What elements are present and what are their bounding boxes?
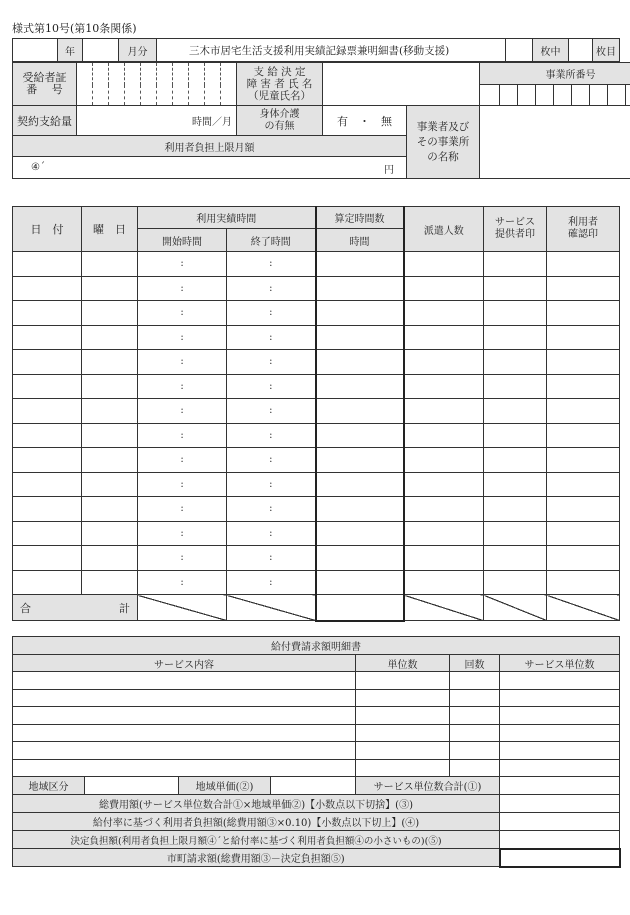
recipient-no-digit[interactable] [157,63,173,106]
staff-count-input[interactable] [404,276,484,301]
total-label: 合 計 [13,595,138,621]
start-time-input[interactable]: : [138,448,227,473]
calc-hours-input[interactable] [316,497,404,522]
col-weekday: 曜 日 [82,207,138,252]
calc-hours-input[interactable] [316,325,404,350]
area-unit-price-label: 地域単価(②) [179,777,271,795]
col-calc-hours: 算定時間数 [316,207,404,229]
billing-row [13,707,620,725]
provider-seal-input[interactable] [484,570,547,595]
user-seal-input[interactable] [547,546,620,571]
end-time-input[interactable]: : [227,276,316,301]
end-time-input[interactable]: : [227,374,316,399]
units-input[interactable] [356,689,450,707]
office-no-digit[interactable] [536,85,554,106]
office-no-digit[interactable] [590,85,608,106]
staff-count-input[interactable] [404,252,484,277]
records-table [12,206,620,622]
total-cost-input[interactable] [500,795,620,813]
calc-hours-input[interactable] [316,374,404,399]
col-count: 回数 [450,655,500,672]
record-row [13,472,620,497]
header-row [12,38,620,62]
service-content-input[interactable] [13,742,356,760]
weekday-input[interactable] [82,252,138,277]
contract-hours-input[interactable] [77,106,237,136]
date-input[interactable] [13,521,82,546]
provider-label: 事業者及び その事業所 の名称 [407,106,480,179]
recipient-no-label: 受給者証 番 号 [13,63,77,106]
provider-seal-input[interactable] [484,325,547,350]
billing-row [13,759,620,777]
weekday-input[interactable] [82,374,138,399]
record-row [13,570,620,595]
provider-seal-input[interactable] [484,374,547,399]
start-time-input[interactable]: : [138,325,227,350]
user-seal-input[interactable] [547,521,620,546]
form-number: 様式第10号(第10条関係) [12,22,137,35]
total-units-input[interactable] [500,777,620,795]
recipient-no-digit[interactable] [93,63,109,106]
record-row [13,399,620,424]
calc-hours-input[interactable] [316,301,404,326]
end-time-input[interactable]: : [227,521,316,546]
calc-hours-input[interactable] [316,472,404,497]
date-input[interactable] [13,399,82,424]
staff-count-input[interactable] [404,325,484,350]
count-input[interactable] [450,759,500,777]
limit-label: 利用者負担上限月額 [13,136,407,157]
limit-amount-input[interactable] [13,157,407,179]
start-time-input[interactable]: : [138,472,227,497]
city-claim-input[interactable] [500,849,620,867]
col-end-time: 終了時間 [227,229,316,252]
date-input[interactable] [13,276,82,301]
date-input[interactable] [13,423,82,448]
start-time-input[interactable]: : [138,301,227,326]
office-no-digit[interactable] [480,85,500,106]
date-input[interactable] [13,350,82,375]
record-row [13,350,620,375]
contract-amount-label: 契約支給量 [13,106,77,136]
record-row [13,325,620,350]
office-no-label: 事業所番号 [480,63,630,85]
weekday-input[interactable] [82,325,138,350]
units-input[interactable] [356,707,450,725]
recipient-no-digit[interactable] [205,63,221,106]
staff-count-input[interactable] [404,374,484,399]
record-row [13,374,620,399]
sheet-no-label: 枚目 [593,39,620,62]
provider-seal-input[interactable] [484,521,547,546]
billing-title: 給付費請求額明細書 [13,637,620,655]
month-label: 月分 [119,39,157,62]
col-actual-time: 利用実績時間 [138,207,316,229]
total-hours-input[interactable] [316,595,404,621]
start-time-input[interactable]: : [138,374,227,399]
weekday-input[interactable] [82,448,138,473]
provider-seal-input[interactable] [484,472,547,497]
service-units-input[interactable] [500,759,620,777]
weekday-input[interactable] [82,472,138,497]
service-content-input[interactable] [13,724,356,742]
total-user-slashed [547,595,620,621]
end-time-input[interactable]: : [227,497,316,522]
staff-count-input[interactable] [404,497,484,522]
user-burden-label: 給付率に基づく利用者負担額(総費用額③×0.10)【小数点以下切上】(④) [13,813,500,831]
count-input[interactable] [450,724,500,742]
form-title: 三木市居宅生活支援利用実績記録票兼明細書(移動支援) [157,39,506,62]
office-no-digit[interactable] [608,85,626,106]
office-no-digit[interactable] [518,85,536,106]
end-time-input[interactable]: : [227,448,316,473]
end-time-input[interactable]: : [227,325,316,350]
billing-table [12,636,621,868]
record-row [13,301,620,326]
recipient-no-digit[interactable] [173,63,189,106]
sheets-label: 枚中 [533,39,569,62]
area-unit-price-input[interactable] [271,777,356,795]
units-input[interactable] [356,742,450,760]
sheet-no-input[interactable] [569,39,593,62]
user-seal-input[interactable] [547,399,620,424]
start-time-input[interactable]: : [138,276,227,301]
end-time-input[interactable]: : [227,570,316,595]
service-units-input[interactable] [500,707,620,725]
year-label: 年 [58,39,83,62]
hours-unit: 時間／月 [192,117,232,128]
limit-mark: ④´ [31,162,45,173]
start-time-input[interactable]: : [138,399,227,424]
count-input[interactable] [450,689,500,707]
user-seal-input[interactable] [547,301,620,326]
recipient-no-digit[interactable] [109,63,125,106]
staff-count-input[interactable] [404,570,484,595]
staff-count-input[interactable] [404,448,484,473]
col-start-time: 開始時間 [138,229,227,252]
user-seal-input[interactable] [547,497,620,522]
record-row [13,546,620,571]
billing-row [13,689,620,707]
record-row [13,252,620,277]
calc-hours-input[interactable] [316,423,404,448]
start-time-input[interactable]: : [138,521,227,546]
weekday-input[interactable] [82,521,138,546]
col-provider-seal: サービス 提供者印 [484,207,547,252]
record-row [13,521,620,546]
count-input[interactable] [450,672,500,690]
col-service-units: サービス単位数 [500,655,620,672]
weekday-input[interactable] [82,350,138,375]
staff-count-input[interactable] [404,521,484,546]
weekday-input[interactable] [82,399,138,424]
provider-seal-input[interactable] [484,350,547,375]
units-input[interactable] [356,672,450,690]
total-staff-slashed [404,595,484,621]
decided-name-input[interactable] [323,63,480,106]
date-input[interactable] [13,570,82,595]
weekday-input[interactable] [82,276,138,301]
record-row [13,423,620,448]
start-time-input[interactable]: : [138,423,227,448]
provider-seal-input[interactable] [484,423,547,448]
service-units-input[interactable] [500,672,620,690]
service-units-input[interactable] [500,742,620,760]
count-input[interactable] [450,742,500,760]
start-time-input[interactable]: : [138,350,227,375]
billing-row [13,742,620,760]
weekday-input[interactable] [82,570,138,595]
user-seal-input[interactable] [547,374,620,399]
weekday-input[interactable] [82,497,138,522]
office-no-digit[interactable] [626,85,630,106]
area-input[interactable] [85,777,179,795]
date-input[interactable] [13,325,82,350]
service-content-input[interactable] [13,707,356,725]
date-input[interactable] [13,546,82,571]
physical-care-label: 身体介護 の有無 [237,106,323,136]
recipient-no-digit[interactable] [189,63,205,106]
office-no-digit[interactable] [572,85,590,106]
calc-hours-input[interactable] [316,448,404,473]
start-time-input[interactable]: : [138,546,227,571]
recipient-no-digit[interactable] [77,63,93,106]
calc-hours-input[interactable] [316,399,404,424]
total-cost-label: 総費用額(サービス単位数合計①×地域単価②)【小数点以下切捨】(③) [13,795,500,813]
provider-seal-input[interactable] [484,301,547,326]
total-sheets-input[interactable] [506,39,533,62]
office-no-digit[interactable] [554,85,572,106]
col-staff-count: 派遣人数 [404,207,484,252]
provider-name-input[interactable] [480,106,630,179]
yen-label: 円 [384,165,394,176]
end-time-input[interactable]: : [227,546,316,571]
decided-burden-label: 決定負担額(利用者負担上限月額④´と給付率に基づく利用者負担額④の小さいもの)(⑤) [13,831,500,849]
total-start-slashed [138,595,227,621]
provider-seal-input[interactable] [484,448,547,473]
date-input[interactable] [13,252,82,277]
end-time-input[interactable]: : [227,252,316,277]
service-content-input[interactable] [13,759,356,777]
calc-hours-input[interactable] [316,252,404,277]
provider-seal-input[interactable] [484,546,547,571]
staff-count-input[interactable] [404,472,484,497]
col-user-seal: 利用者 確認印 [547,207,620,252]
calc-hours-input[interactable] [316,521,404,546]
record-row [13,497,620,522]
office-no-digit[interactable] [500,85,518,106]
staff-count-input[interactable] [404,399,484,424]
physical-care-choice[interactable]: 有 ・ 無 [323,106,407,136]
date-input[interactable] [13,301,82,326]
staff-count-input[interactable] [404,350,484,375]
date-input[interactable] [13,497,82,522]
weekday-input[interactable] [82,301,138,326]
service-content-input[interactable] [13,672,356,690]
service-content-input[interactable] [13,689,356,707]
end-time-input[interactable]: : [227,423,316,448]
user-seal-input[interactable] [547,472,620,497]
recipient-no-digit[interactable] [221,63,237,106]
year-input[interactable] [13,39,58,62]
provider-seal-input[interactable] [484,276,547,301]
col-hours: 時間 [316,229,404,252]
recipient-block [12,62,630,179]
area-label: 地域区分 [13,777,85,795]
start-time-input[interactable]: : [138,252,227,277]
city-claim-label: 市町請求額(総費用額③－決定負担額⑤) [13,849,500,867]
user-seal-input[interactable] [547,570,620,595]
staff-count-input[interactable] [404,301,484,326]
weekday-input[interactable] [82,546,138,571]
date-input[interactable] [13,448,82,473]
end-time-input[interactable]: : [227,399,316,424]
calc-hours-input[interactable] [316,350,404,375]
total-provider-slashed [484,595,547,621]
decided-burden-input[interactable] [500,831,620,849]
weekday-input[interactable] [82,423,138,448]
col-service-content: サービス内容 [13,655,356,672]
date-input[interactable] [13,374,82,399]
user-seal-input[interactable] [547,325,620,350]
service-units-input[interactable] [500,724,620,742]
user-seal-input[interactable] [547,448,620,473]
calc-hours-input[interactable] [316,276,404,301]
date-input[interactable] [13,472,82,497]
billing-row [13,724,620,742]
end-time-input[interactable]: : [227,472,316,497]
start-time-input[interactable]: : [138,497,227,522]
provider-seal-input[interactable] [484,497,547,522]
record-row [13,276,620,301]
user-seal-input[interactable] [547,350,620,375]
service-units-input[interactable] [500,689,620,707]
user-seal-input[interactable] [547,276,620,301]
calc-hours-input[interactable] [316,546,404,571]
staff-count-input[interactable] [404,546,484,571]
col-date: 日 付 [13,207,82,252]
end-time-input[interactable]: : [227,350,316,375]
record-row [13,448,620,473]
provider-seal-input[interactable] [484,252,547,277]
provider-seal-input[interactable] [484,399,547,424]
count-input[interactable] [450,707,500,725]
col-units: 単位数 [356,655,450,672]
user-seal-input[interactable] [547,252,620,277]
decided-name-label: 支 給 決 定 障 害 者 氏 名 （児童氏名） [237,63,323,106]
month-input[interactable] [83,39,119,62]
units-input[interactable] [356,724,450,742]
start-time-input[interactable]: : [138,570,227,595]
billing-row [13,672,620,690]
recipient-no-digit[interactable] [125,63,141,106]
user-seal-input[interactable] [547,423,620,448]
calc-hours-input[interactable] [316,570,404,595]
user-burden-input[interactable] [500,813,620,831]
end-time-input[interactable]: : [227,301,316,326]
recipient-no-digit[interactable] [141,63,157,106]
staff-count-input[interactable] [404,423,484,448]
total-units-label: サービス単位数合計(①) [356,777,500,795]
total-end-slashed [227,595,316,621]
units-input[interactable] [356,759,450,777]
